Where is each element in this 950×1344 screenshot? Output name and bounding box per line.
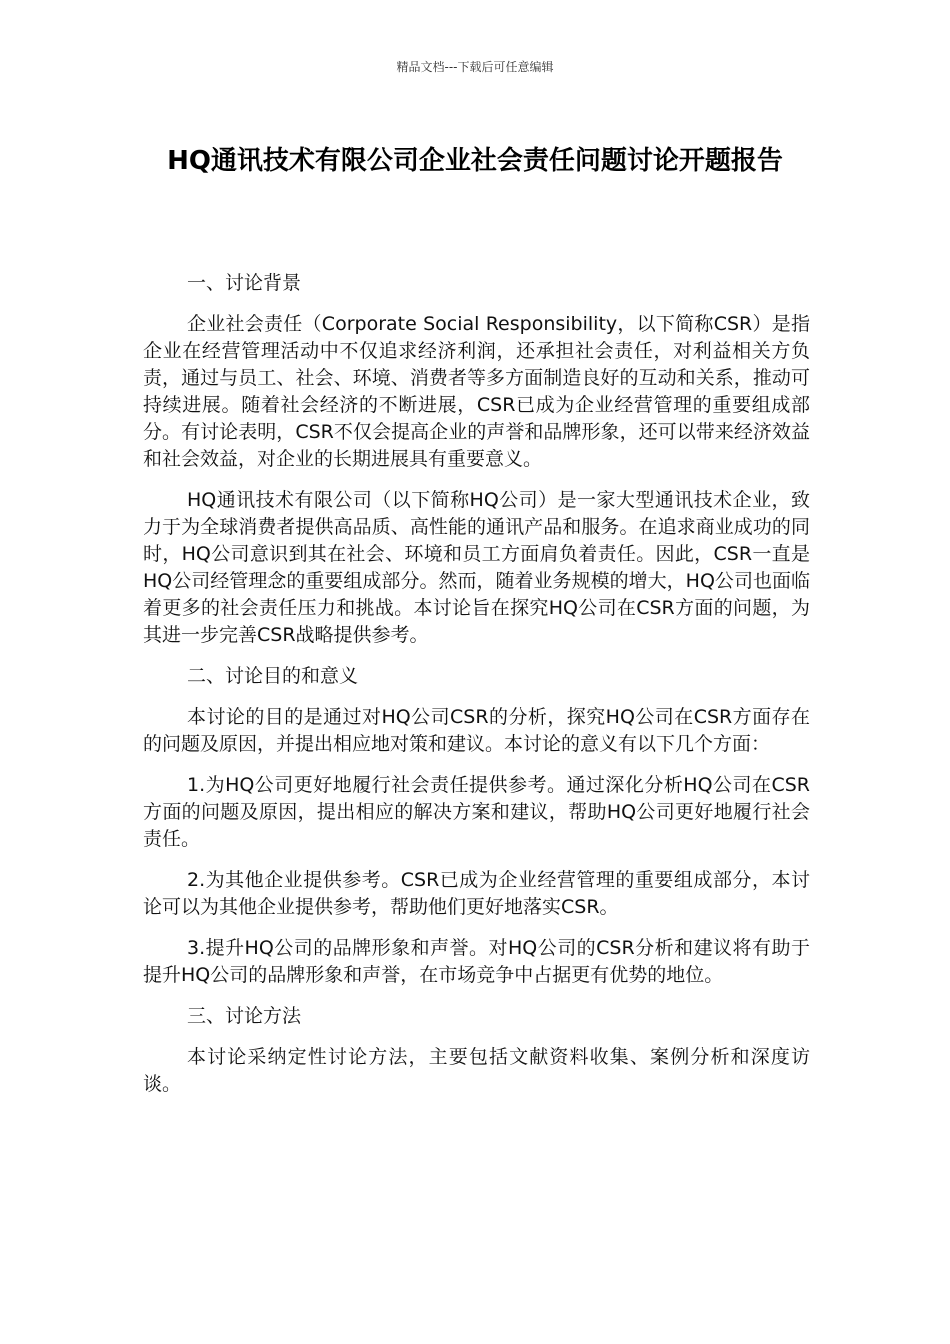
paragraph: 3.提升HQ公司的品牌形象和声誉。对HQ公司的CSR分析和建议将有助于提升HQ公司的品牌形象和声誉，在市场竞争中占据更有优势的地位。	[143, 937, 810, 986]
document-title: HQ通讯技术有限公司企业社会责任问题讨论开题报告	[167, 146, 783, 176]
header-note: 精品文档---下载后可任意编辑	[396, 60, 554, 74]
section-heading-background: 一、讨论背景	[187, 272, 302, 294]
paragraph: 1.为HQ公司更好地履行社会责任提供参考。通过深化分析HQ公司在CSR方面的问题及原因，提出相应的解决方案和建议，帮助HQ公司更好地履行社会责任。	[143, 774, 810, 850]
paragraph: HQ通讯技术有限公司（以下简称HQ公司）是一家大型通讯技术企业，致力于为全球消费者提供高品质、高性能的通讯产品和服务。在追求商业成功的同时，HQ公司意识到其在社会、环境和员工方面肩负着责任。因此，CSR一直是HQ公司经管理念的重要组成部分。然而，随着业务规模的增大，HQ公司也面临着更多的社会责任压力和挑战。本讨论旨在探究HQ公司在CSR方面的问题，为其进一步完善CSR战略提供参考。	[143, 489, 810, 646]
document-body	[143, 270, 810, 1112]
section-heading-purpose: 二、讨论目的和意义	[187, 665, 359, 687]
paragraph: 本讨论采纳定性讨论方法，主要包括文献资料收集、案例分析和深度访谈。	[143, 1046, 810, 1095]
paragraph: 2.为其他企业提供参考。CSR已成为企业经营管理的重要组成部分，本讨论可以为其他企业提供参考，帮助他们更好地落实CSR。	[143, 869, 810, 918]
paragraph: 企业社会责任（Corporate Social Responsibility，以下简称CSR）是指企业在经营管理活动中不仅追求经济利润，还承担社会责任，对利益相关方负责，通过与员工、社会、环境、消费者等多方面制造良好的互动和关系，推动可持续进展。随着社会经济的不断进展，CSR已成为企业经营管理的重要组成部分。有讨论表明，CSR不仅会提高企业的声誉和品牌形象，还可以带来经济效益和社会效益，对企业的长期进展具有重要意义。	[143, 313, 810, 470]
section-heading-method: 三、讨论方法	[187, 1005, 302, 1027]
paragraph: 本讨论的目的是通过对HQ公司CSR的分析，探究HQ公司在CSR方面存在的问题及原因，并提出相应地对策和建议。本讨论的意义有以下几个方面：	[143, 706, 810, 755]
